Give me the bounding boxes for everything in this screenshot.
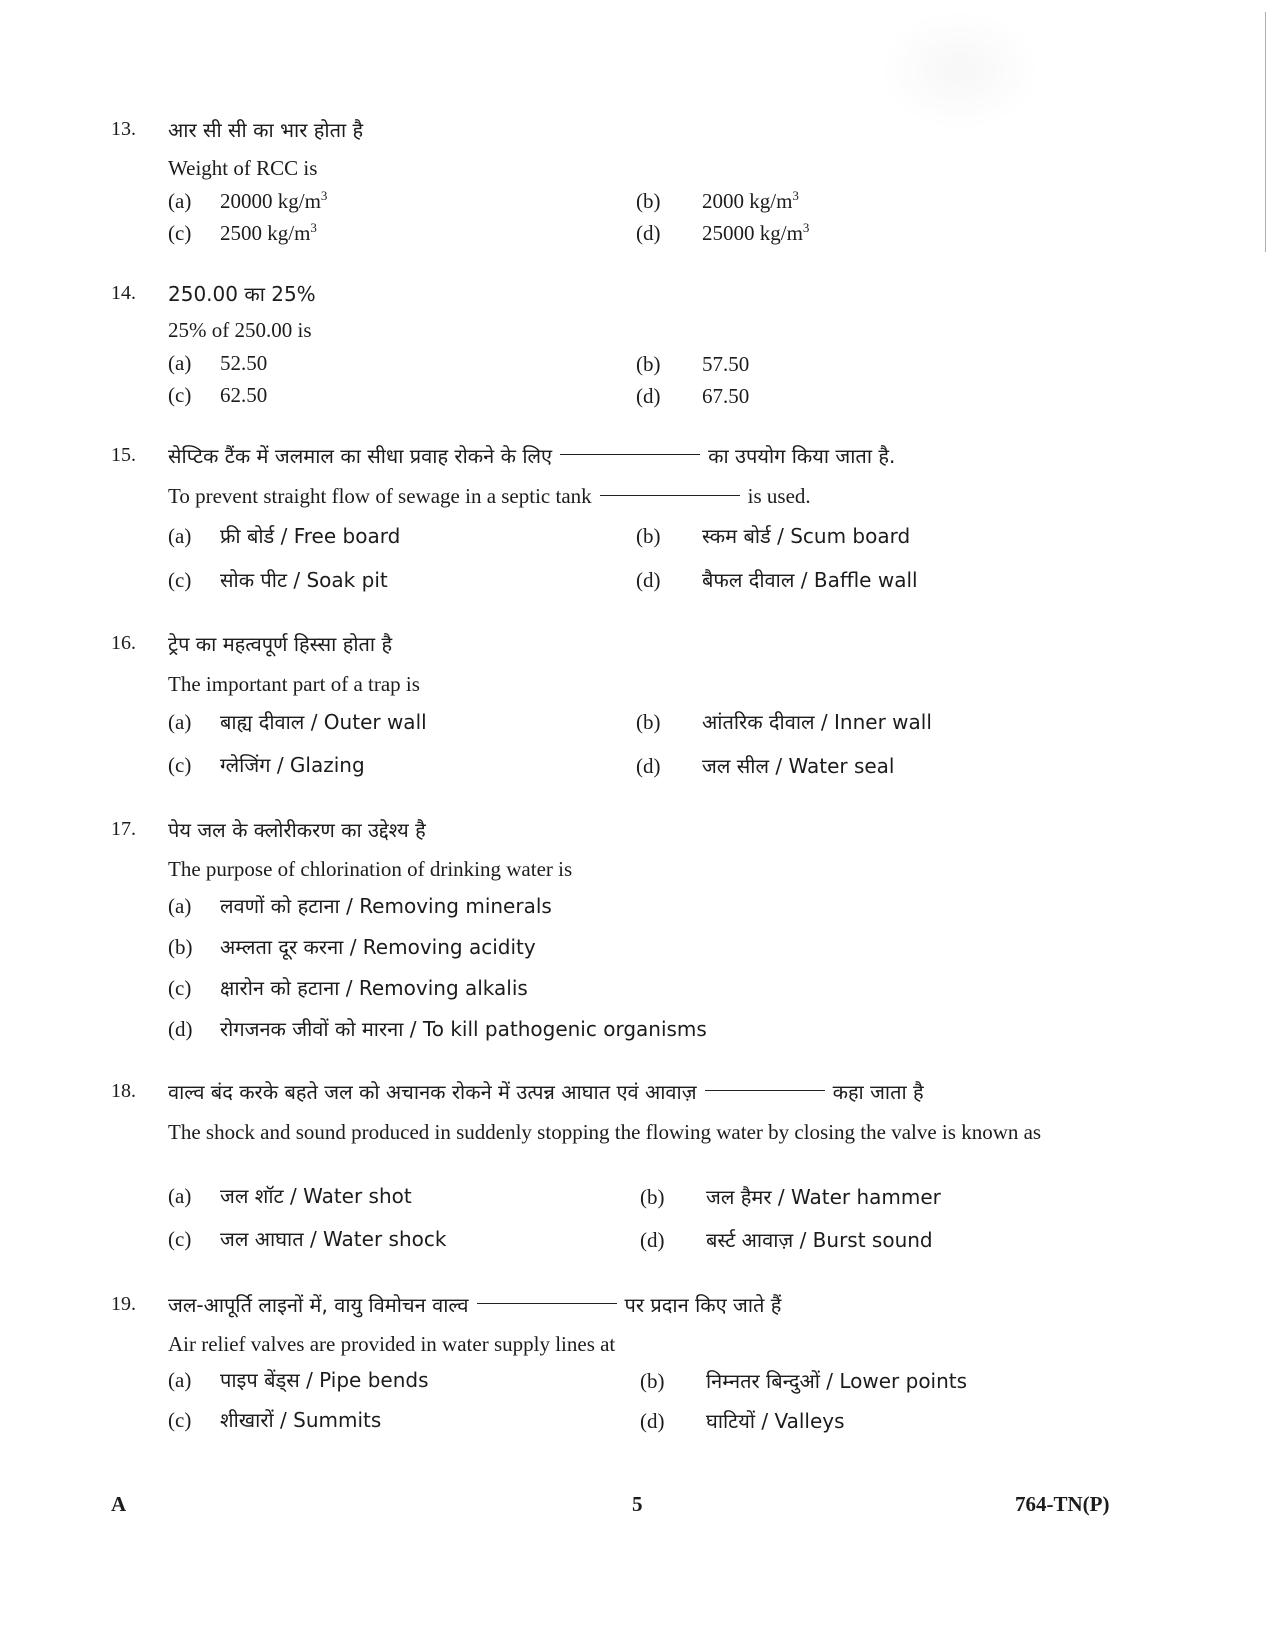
option-b: (b) 2000 $kg/m^3$ xyxy=(636,188,799,213)
option-c: (c) ग्लेजिंग / Glazing xyxy=(168,753,365,777)
option-d: (d) रोगजनक जीवों को मारना / To kill pathogenic organisms xyxy=(168,1017,707,1041)
option-b: (b) आंतरिक दीवाल / Inner wall xyxy=(636,710,932,734)
question-text-hindi: जल-आपूर्ति लाइनों में, वायु विमोचन वाल्व पर प्रदान किए जाते हैं xyxy=(168,1293,782,1317)
option-c: (c) शीखारों / Summits xyxy=(168,1408,382,1432)
question-number: 17. xyxy=(111,818,136,840)
question-text-hindi: पेय जल के क्लोरीकरण का उद्देश्य है xyxy=(168,818,426,842)
option-b: (b) 57.50 xyxy=(636,352,750,376)
option-d: (d) घाटियों / Valleys xyxy=(640,1409,845,1433)
option-c: (c) 62.50 xyxy=(168,383,268,407)
option-d: (d) जल सील / Water seal xyxy=(636,754,895,778)
question-number: 18. xyxy=(111,1080,136,1102)
option-b: (b) अम्लता दूर करना / Removing acidity xyxy=(168,935,536,959)
option-b: (b) जल हैमर / Water hammer xyxy=(640,1185,941,1209)
option-c: (c) क्षारोन को हटाना / Removing alkalis xyxy=(168,976,528,1000)
answer-blank xyxy=(705,1090,825,1091)
page-number: 5 xyxy=(632,1492,643,1516)
answer-blank xyxy=(477,1303,617,1304)
question-text-english: 25% of 250.00 is xyxy=(168,318,312,342)
question-text-hindi: 250.00 का 25% xyxy=(168,282,316,306)
option-b: (b) स्कम बोर्ड / Scum board xyxy=(636,524,911,548)
question-text-english: Weight of RCC is xyxy=(168,156,318,180)
option-c: (c) जल आघात / Water shock xyxy=(168,1227,447,1251)
option-a: (a) पाइप बेंड्स / Pipe bends xyxy=(168,1368,429,1392)
question-text-english: Air relief valves are provided in water supply lines at xyxy=(168,1332,616,1356)
option-a: (a) 52.50 xyxy=(168,351,268,375)
question-number: 13. xyxy=(111,118,136,140)
option-a: (a) लवणों को हटाना / Removing minerals xyxy=(168,894,552,918)
option-a: (a) 20000 $kg/m^3$ xyxy=(168,188,328,213)
answer-blank xyxy=(600,495,740,496)
option-d: (d) 67.50 xyxy=(636,384,750,408)
question-text-hindi: ट्रेप का महत्वपूर्ण हिस्सा होता है xyxy=(168,632,393,656)
option-a: (a) जल शॉट / Water shot xyxy=(168,1184,412,1208)
option-d: (d) 25000 $kg/m^3$ xyxy=(636,220,810,245)
question-text-hindi: वाल्व बंद करके बहते जल को अचानक रोकने में उत्पन्न आघात एवं आवाज़ कहा जाता है xyxy=(168,1080,924,1104)
answer-blank xyxy=(560,454,700,455)
question-text-english: The purpose of chlorination of drinking water is xyxy=(168,857,573,881)
question-number: 16. xyxy=(111,632,136,654)
question-number: 15. xyxy=(111,444,136,466)
option-a: (a) फ्री बोर्ड / Free board xyxy=(168,524,401,548)
question-text-english: To prevent straight flow of sewage in a septic tank is used. xyxy=(168,484,811,508)
footer-series-letter: A xyxy=(111,1492,127,1516)
question-number: 14. xyxy=(111,282,136,304)
faint-stamp-mark xyxy=(880,10,1040,130)
option-b: (b) निम्नतर बिन्दुओं / Lower points xyxy=(640,1369,968,1393)
option-d: (d) बर्स्ट आवाज़ / Burst sound xyxy=(640,1228,933,1252)
question-text-hindi: आर सी सी का भार होता है xyxy=(168,118,364,142)
question-text-hindi: सेप्टिक टैंक में जलमाल का सीधा प्रवाह रोकने के लिए का उपयोग किया जाता है. xyxy=(168,444,896,468)
paper-code: 764-TN(P) xyxy=(1015,1492,1110,1516)
option-c: (c) 2500 $kg/m^3$ xyxy=(168,220,317,245)
option-d: (d) बैफल दीवाल / Baffle wall xyxy=(636,568,918,592)
question-text-english: The important part of a trap is xyxy=(168,672,420,696)
question-text-english: The shock and sound produced in suddenly stopping the flowing water by closing the valve is known as xyxy=(168,1120,1042,1144)
question-number: 19. xyxy=(111,1293,136,1315)
option-a: (a) बाह्य दीवाल / Outer wall xyxy=(168,710,427,734)
option-c: (c) सोक पीट / Soak pit xyxy=(168,568,388,592)
page-edge-line xyxy=(1265,12,1266,252)
